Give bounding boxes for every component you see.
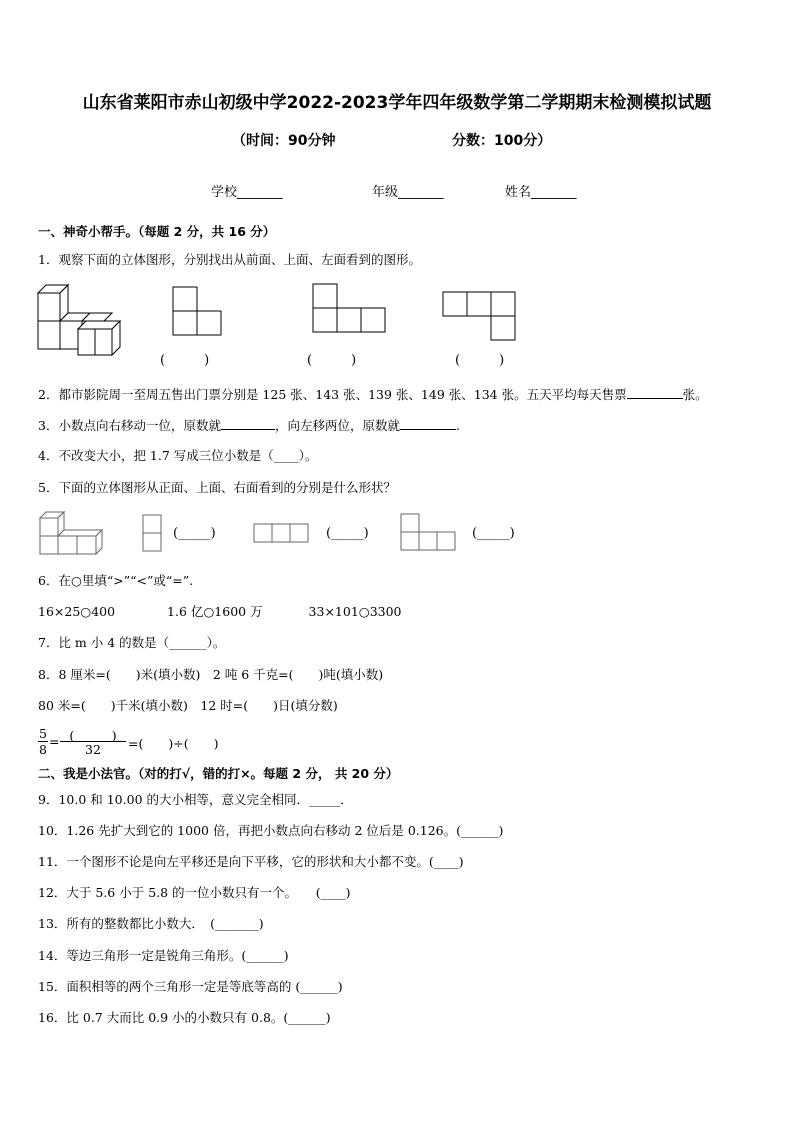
- q2-blank: [627, 386, 683, 399]
- grade-field: 年级_______: [372, 185, 444, 200]
- frac-32-numerator: ( ): [69, 728, 117, 743]
- exam-time: （时间：90分钟: [232, 133, 336, 149]
- answer-paren-1: ( ): [160, 353, 210, 368]
- q3-blank-1: [221, 417, 275, 430]
- question-3: [38, 417, 460, 434]
- solid-figure-5: [40, 512, 104, 556]
- view-option-5a: [143, 515, 163, 555]
- answer-paren-3: ( ): [455, 353, 505, 368]
- q3-text-c: .: [455, 418, 460, 433]
- section-1-heading: 一、神奇小帮手。（每题 2 分，共 16 分）: [38, 224, 276, 239]
- question-13: 13．所有的整数都比小数大． (_______): [38, 916, 264, 931]
- view-option-1: [173, 287, 225, 337]
- exam-score: 分数：100分）: [452, 133, 552, 149]
- question-6: 6．在○里填“>”“<”或“=”.: [38, 573, 194, 588]
- q2-text: 2．都市影院周一至周五售出门票分别是 125 张、143 张、139 张、149 张、134 张。五天平均每天售票: [38, 387, 627, 402]
- question-11: 11．一个图形不论是向左平移还是向下平移，它的形状和大小都不变。(____): [38, 854, 464, 869]
- frac-5-numerator: 5: [39, 726, 47, 741]
- frac-division: =( )÷( ): [128, 736, 219, 751]
- q2-suffix: 张。: [682, 387, 708, 402]
- question-1: 1．观察下面的立体图形，分别找出从前面、上面、左面看到的图形。: [38, 252, 421, 267]
- answer-paren-2: ( ): [307, 353, 357, 368]
- answer-paren-5a: (_____): [173, 526, 216, 541]
- question-10: 10．1.26 先扩大到它的 1000 倍，再把小数点向右移动 2 位后是 0.126。(______): [38, 823, 504, 838]
- frac-5-denominator: 8: [39, 742, 47, 757]
- question-2: [38, 386, 708, 403]
- question-4: 4．不改变大小，把 1.7 写成三位小数是（____）。: [38, 448, 318, 463]
- exam-title: 山东省莱阳市赤山初级中学2022-2023学年四年级数学第二学期期末检测模拟试题: [82, 93, 712, 113]
- view-option-2: [313, 284, 389, 334]
- frac-32-denominator: 32: [85, 742, 101, 757]
- q6-item-1: 16×25○400: [38, 604, 116, 619]
- question-7: 7．比 m 小 4 的数是（______）。: [38, 635, 226, 650]
- question-15: 15．面积相等的两个三角形一定是等底等高的 (______): [38, 979, 343, 994]
- question-5: 5．下面的立体图形从正面、上面、右面看到的分别是什么形状？: [38, 480, 396, 495]
- answer-paren-5b: (_____): [326, 526, 369, 541]
- answer-paren-5c: (_____): [472, 526, 515, 541]
- question-6-items: [38, 604, 402, 620]
- question-8-line-2: 80 米=( )千米(填小数) 12 时=( )日(填分数): [38, 698, 338, 713]
- question-12: 12．大于 5.6 小于 5.8 的一位小数只有一个。 (____): [38, 885, 351, 900]
- question-9: 9．10.0 和 10.00 的大小相等，意义完全相同．_____．: [38, 792, 353, 807]
- solid-figure-1: [38, 285, 128, 355]
- view-option-5b: [254, 524, 314, 544]
- q3-text-b: ，向左移两位，原数就: [274, 418, 400, 433]
- section-2-heading: 二、我是小法官。（对的打√，错的打×。每题 2 分， 共 20 分）: [38, 766, 399, 781]
- question-8-line-1: 8．8 厘米=( )米(填小数) 2 吨 6 千克=( )吨(填小数): [38, 667, 384, 682]
- q6-item-2: 1.6 亿○1600 万: [167, 604, 263, 619]
- question-16: 16．比 0.7 大而比 0.9 小的小数只有 0.8。(______): [38, 1010, 331, 1025]
- q6-item-3: 33×101○3300: [308, 604, 402, 619]
- view-option-3: [443, 292, 519, 342]
- school-field: 学校_______: [211, 185, 283, 200]
- q3-blank-2: [400, 417, 456, 430]
- view-option-5c: [401, 514, 461, 554]
- question-14: 14．等边三角形一定是锐角三角形。(______): [38, 948, 289, 963]
- q3-text-a: 3．小数点向右移动一位，原数就: [38, 418, 221, 433]
- name-field: 姓名_______: [505, 185, 577, 200]
